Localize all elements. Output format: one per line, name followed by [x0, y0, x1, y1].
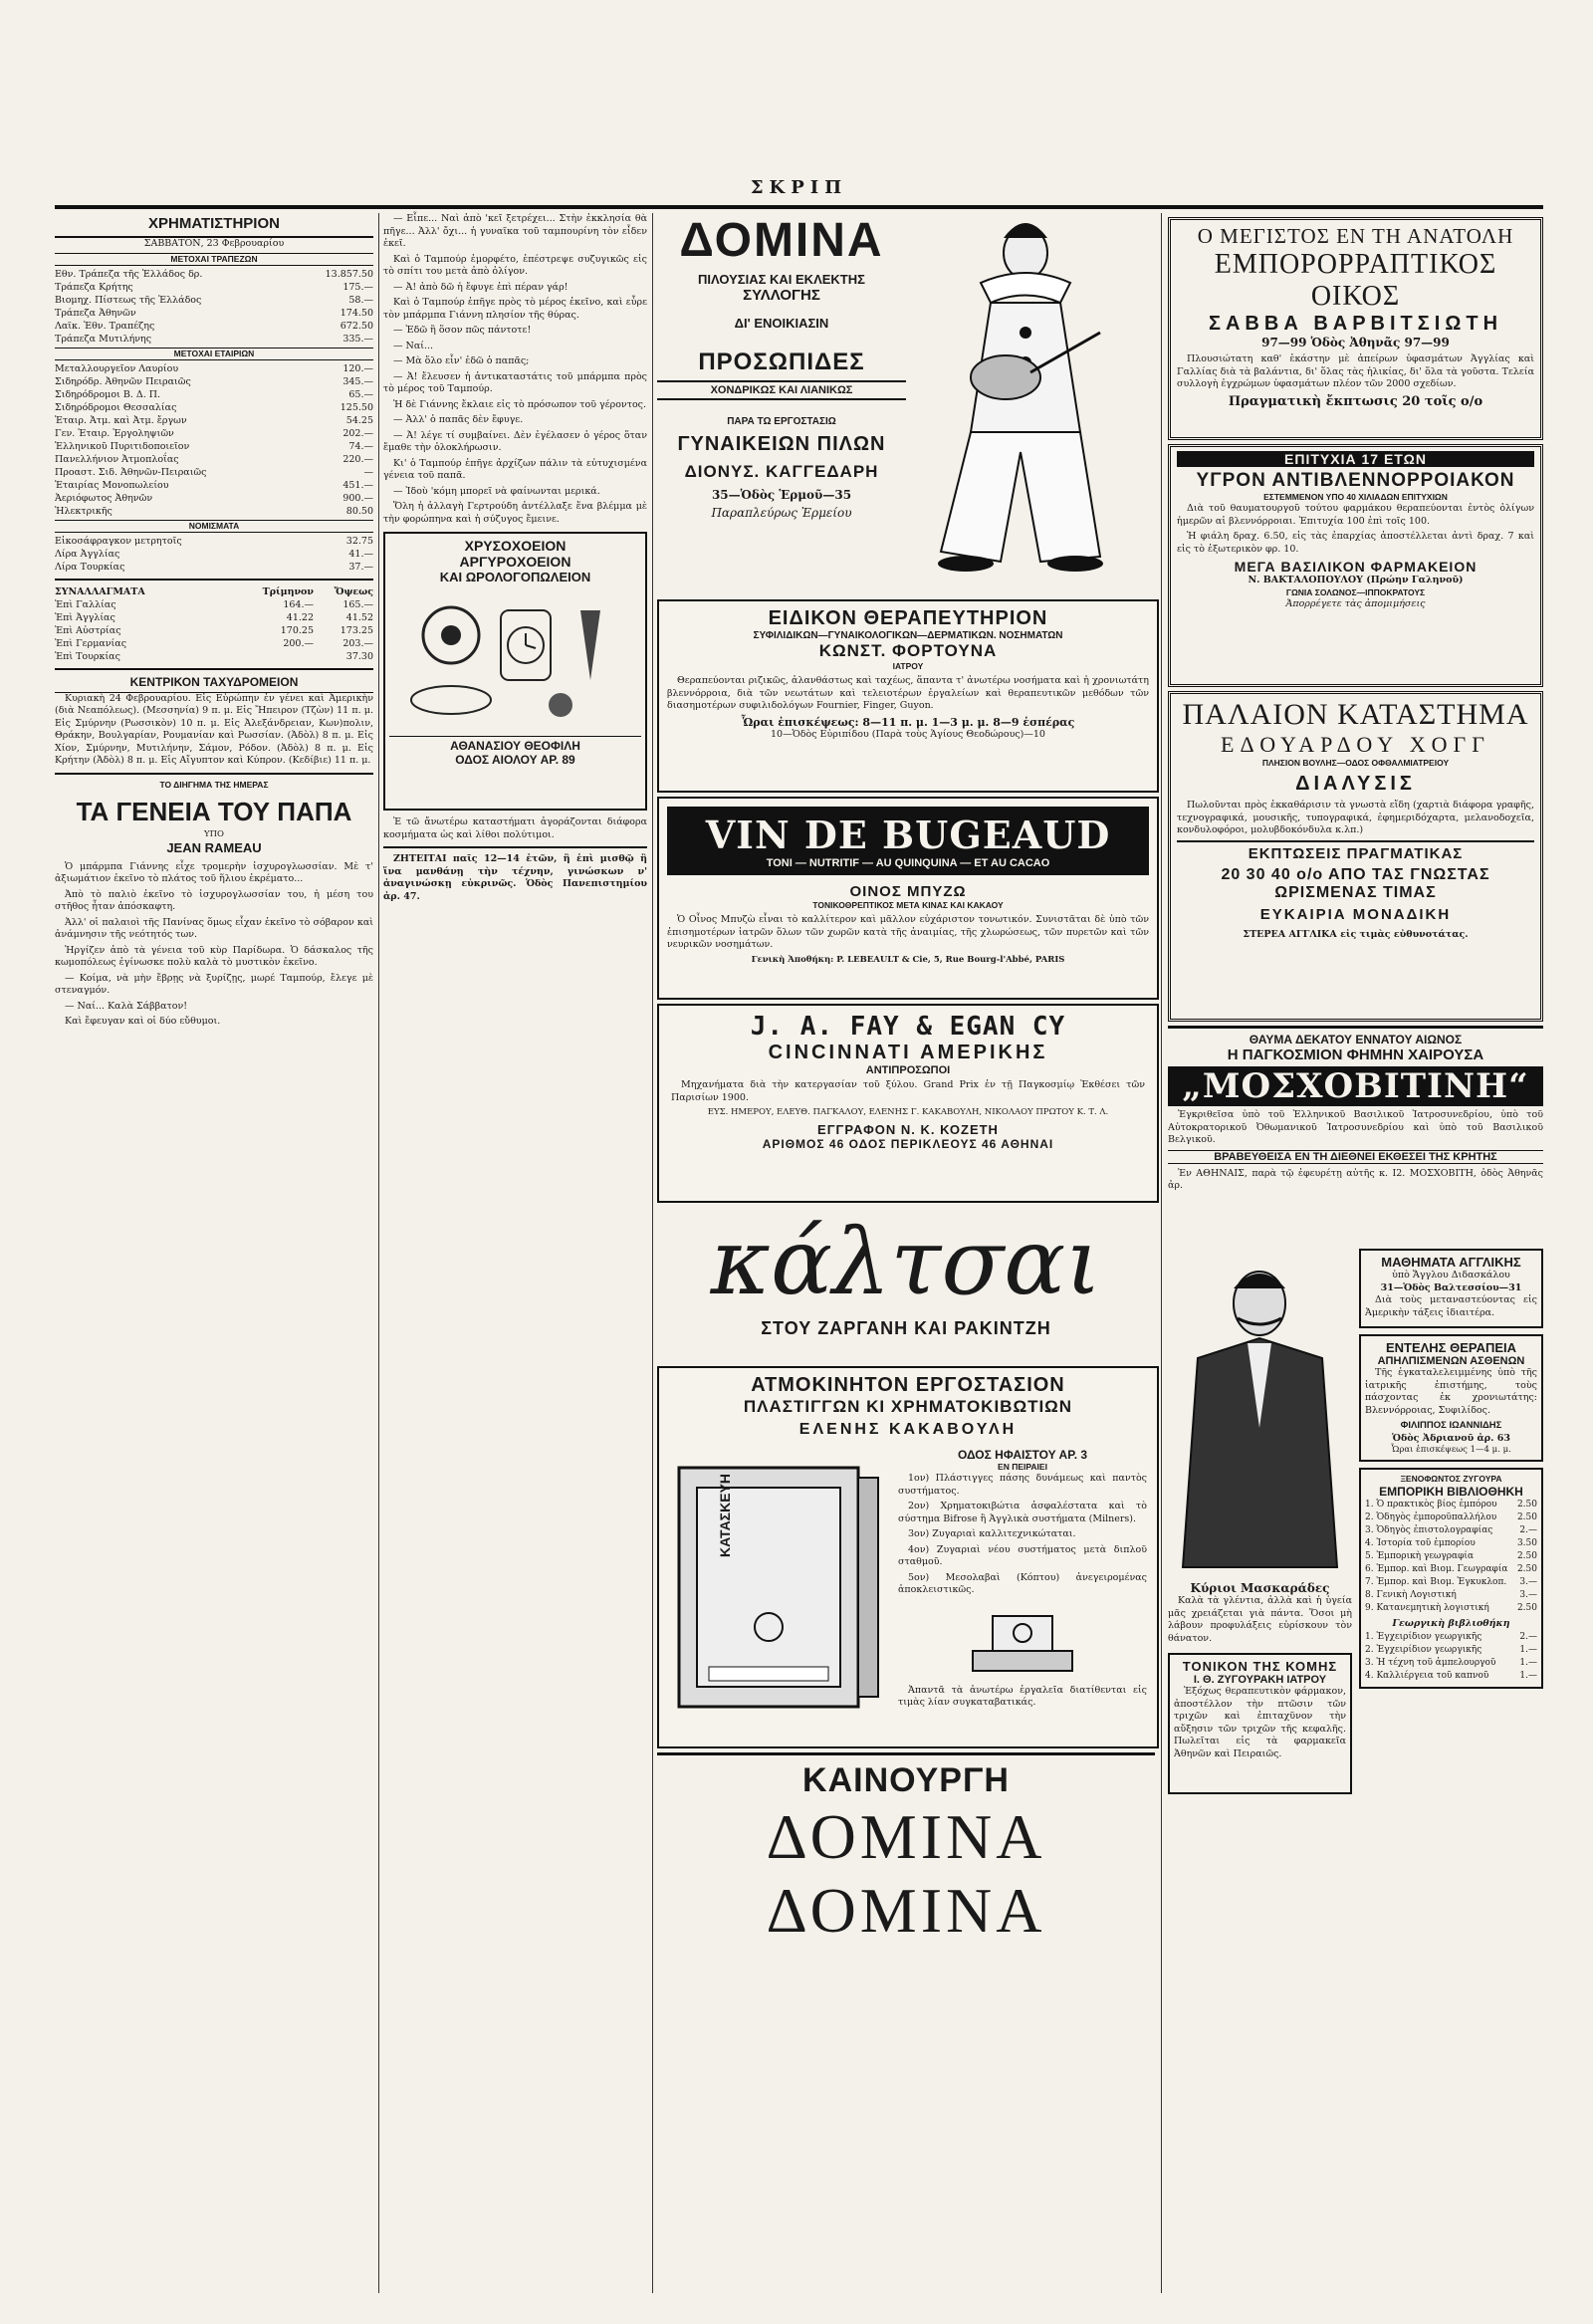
story-paragraph: Ἠργίζεν ἀπὸ τὰ γένεια τοῦ κὺρ Παρίδωρα. Ὁ δάσκαλος τῆς κωμοπόλεως ἐγίνωσκε πολὺ καλὰ τὸ μυστικὸν ἐκεῖνο.: [55, 944, 373, 968]
new-domina-title: ΔΟΜΙΝΑ ΔΟΜΙΝΑ: [766, 1801, 1046, 1946]
tonic-text: Ἐξόχως θεραπευτικὸν φάρμακον, ἀποστέλλον τὴν πτῶσιν τῶν τριχῶν καὶ ἐπιταχῦνον τὴν αὔξησιν τῶν τριχῶν τῆς κεφαλῆς. Πωλεῖται εἰς τὰ φαρμακεῖα Ἀθηνῶν καὶ Πειραιῶς.: [1174, 1686, 1346, 1759]
story-paragraph: — Ναί... Καλὰ Σάββατον!: [65, 1000, 188, 1012]
company-row: Σιδηρόδρομοι Θεσσαλίας 125.50: [55, 401, 373, 413]
clinic-doctor: ΚΩΝΣΤ. ΦΟΡΤΟΥΝΑ: [818, 641, 998, 660]
books-ad: [1359, 1468, 1543, 1689]
fay-title: J. A. FAY & EGAN CY: [750, 1012, 1066, 1042]
book-item: 2. Ἐγχειρίδιον γεωργικῆς 1.—: [1365, 1644, 1537, 1655]
book-item: 4. Καλλιέργεια τοῦ καπνοῦ 1.—: [1365, 1670, 1537, 1681]
jeweller-title-2: ΑΡΓΥΡΟΧΟΕΙΟΝ: [459, 554, 571, 570]
money-rows: [55, 535, 373, 574]
palaion-text: Πωλοῦνται πρὸς ἐκκαθάρισιν τὰ γνωστὰ εἴδη (χαρτιὰ διάφορα γραφῆς, τεχνογραφικά, μουσικῆς, τυπογραφικά, ἐφημεριδόχαρτα, μελανοδοχεῖα, κονδυλοφόροι, μολυβδοκόνδυλα κ.λπ.): [1177, 800, 1534, 835]
jewellery-illustration: [391, 590, 640, 730]
ring-stone-icon: [441, 625, 461, 645]
antiblen-sub-2: ΕΣΤΕΜΜΕΝΟΝ ΥΠΟ 40 ΧΙΛΙΑΔΩΝ ΕΠΙΤΥΧΙΩΝ: [1263, 492, 1448, 502]
book-item: 3. Ὁδηγὸς ἐπιστολογραφίας 2.—: [1365, 1525, 1537, 1535]
money-row: Λίρα Τουρκίας 37.—: [55, 561, 373, 573]
clinic-text: Θεραπεύονται ριζικῶς, ἀλανθάστως καὶ ταχέως, ἅπαντα τ' ἀνωτέρω νοσήματα καὶ ἡ χρονιωτάτη βλεννόρροια, διὰ τῶν νεωτάτων καὶ τελειοτέρων ἐργαλείων καὶ θεραπευτικῶν μεθόδων τῶν διασημοτέρων συφιλιδολόγων Fournier, Finger, Guyon.: [667, 675, 1149, 711]
domina-line-2: ΣΥΛΛΟΓΗΣ: [743, 287, 820, 304]
story-paragraph: — Ἀλλ' ὁ παπᾶς δὲν ἔφυγε.: [393, 414, 524, 425]
mandolin-icon: [971, 355, 1040, 399]
pierrot-illustration: [911, 213, 1150, 581]
domina-line-9: 35—Ὁδὸς Ἑρμοῦ—35: [711, 488, 852, 502]
bank-row: Τράπεζα Ἀθηνῶν 174.50: [55, 307, 373, 319]
company-header: ΜΕΤΟΧΑΙ ΕΤΑΙΡΙΩΝ: [55, 348, 373, 360]
column-2: [383, 213, 647, 2293]
socks-ad: [657, 1207, 1155, 1358]
clinic-address: 10—Ὁδὸς Εὐριπίδου (Παρὰ τοὺς Ἁγίους Θεοδώρους)—10: [771, 728, 1045, 740]
domina-line-1: ΠΙΛΟΥΣΙΑΣ ΚΑΙ ΕΚΛΕΚΤΗΣ: [698, 272, 865, 287]
domina-line-4: ΠΡΟΣΩΠΙΔΕΣ: [698, 349, 865, 375]
money-row: Εἰκοσάφραγκον μετρητοῖς 32.75: [55, 535, 373, 547]
wine-text: Ὁ Οἶνος Μπυζὼ εἶναι τὸ καλλίτερον καὶ μᾶλλον εὐχάριστον τονωτικόν. Συνιστᾶται δὲ ὑπὸ τῶν ἐπισημοτέρων ἰατρῶν ὅλων τῶν χωρῶν κατὰ τῆς ἀναιμίας, τῆς χλωρώσεως, τῶν πυρετῶν καὶ τῶν νευρικῶν νοσημάτων.: [667, 914, 1149, 950]
exchange-date: ΣΑΒΒΑΤΟΝ, 23 Φεβρουαρίου: [143, 238, 285, 249]
lessons-by: ὑπὸ Ἄγγλου Διδασκάλου: [1392, 1270, 1510, 1280]
factory-address: ΟΔΟΣ ΗΦΑΙΣΤΟΥ ΑΡ. 3: [957, 1448, 1088, 1462]
fay-sub: CINCINNATI ΑΜΕΡΙΚΗΣ: [768, 1042, 1048, 1063]
bank-rows: [55, 268, 373, 346]
story-by: ΥΠΟ: [204, 828, 224, 839]
story-paragraph: Ὁ μπάρμπα Γιάννης εἶχε τρομερὴν ἰσχυρογλωσσίαν. Μὲ τ' ἀξιωμάτιον ἐκεῖνο τὸ πλάτος τοῦ ἥλιου ἐκρέματο...: [55, 860, 373, 884]
domina-line-7: ΓΥΝΑΙΚΕΙΩΝ ΠΙΛΩΝ: [677, 433, 886, 455]
story-paragraph: — Κοίμα, νὰ μὴν ἔβρῃς νὰ ξυρίζῃς, μωρέ Ταμπούρ, ἔλεγε μὲ στεναγμόν.: [55, 972, 373, 996]
factory-items: [898, 1473, 1147, 1597]
book-item: 1. Ὁ πρακτικὸς βίος ἐμπόρου 2.50: [1365, 1500, 1537, 1510]
right-subcolumn: [1359, 1249, 1543, 2324]
moscow-award: ΒΡΑΒΕΥΘΕΙΣΑ ΕΝ ΤΗ ΔΙΕΘΝΕΙ ΕΚΘΕΣΕΙ ΤΗΣ ΚΡΗΤΗΣ: [1168, 1150, 1543, 1164]
antiblen-ad: [1168, 444, 1543, 687]
scale-icon: [963, 1601, 1082, 1681]
story-paragraph: — Ἀ! ἀπὸ δῶ ἡ ἔφυγε ἐπὶ πέραν γάρ!: [393, 281, 569, 293]
company-row: Ἠλεκτρικῆς 80.50: [55, 505, 373, 517]
book-item: 7. Ἐμπορ. καὶ Βιομ. Ἐγκυκλοπ. 3.—: [1365, 1577, 1537, 1587]
wine-agent: Γενικὴ Ἀποθήκη: P. LEBEAULT & Cie, 5, Rue Bourg-l'Abbé, PARIS: [751, 954, 1065, 965]
sabba-text: Πλουσιώτατη καθ' ἑκάστην μὲ ἀπείρων ὑφασμάτων Ἀγγλίας καὶ Γαλλίας διὰ τὰ βαλάντια, δι' ὅλας τὰς ἡλικίας, δι' ὅλα τὰ γοῦστα. Τελεία συλλογὴ ἐγχρώμων ὑφασμάτων πλέον τῶν 2000 σχεδίων.: [1177, 353, 1534, 389]
antiblen-sub: ΥΓΡΟΝ ΑΝΤΙΒΛΕΝΝΟΡΡΟΙΑΚΟΝ: [1196, 470, 1515, 491]
factory-item: 4ον) Ζυγαριαὶ νέου συστήματος μετὰ διπλοῦ σταθμοῦ.: [898, 1543, 1147, 1567]
story-kicker: ΤΟ ΔΙΗΓΗΜΑ ΤΗΣ ΗΜΕΡΑΣ: [159, 779, 269, 790]
story-author: JEAN RAMEAU: [166, 839, 262, 855]
book-item: 1. Ἐγχειρίδιον γεωργικῆς 2.—: [1365, 1631, 1537, 1642]
gentleman-ad: [1168, 1249, 1352, 1776]
fx-row: Ἐπὶ Γερμανίας 200.— 203.—: [55, 637, 373, 649]
story-paragraph: Ἀλλ' οἱ παλαιοὶ τῆς Πανίνας ὅμως εἶχαν ἐκεῖνο τὸ σόβαρον καὶ ἀνάμνησιν τῆς νεότητός των.: [55, 916, 373, 940]
sabba-name: ΣΑΒΒΑ ΒΑΡΒΙΤΣΙΩΤΗ: [1208, 313, 1503, 335]
lessons-ad: [1359, 1249, 1543, 1328]
post-text: Κυριακὴ 24 Φεβρουαρίου. Εἰς Εὐρώπην ἐν γένει καὶ Ἀμερικὴν (διὰ Νεαπόλεως). (Μεσσηνία) 9 π. μ. Εἰς Ἤπειρον (Τζὼν) 11 π. μ. Εἰς Σμύρνην (Ρωσσικὸν) 10 π. μ. Εἰς Ἀλεξάνδρειαν, Κων)πολιν, Θράκην, Βουλγαρίαν, Ρουμανίαν καὶ Ρωσσίαν. (Ἀδὸλ) 8 π. μ. Εἰς Χίον, Σμύρνην, Μυτιλήνην, Σάμον, Ρόδον. (Ἀδὸλ) 8 π. μ. Εἰς Κρήτην (Ἀδὸλ) 8 π. μ. Εἰς Αἴγυπτον καὶ Κύπρον. (Κεδίβιε) 11 π. μ.: [55, 692, 373, 766]
story-title: ΤΑ ΓΕΝΕΙΑ ΤΟΥ ΠΑΠΑ: [76, 796, 352, 826]
antiblen-owner: Ν. ΒΑΚΤΑΛΟΠΟΥΛΟΥ (Πρώην Γαληνοῦ): [1248, 575, 1464, 585]
book-item: 6. Ἐμπορ. καὶ Βιομ. Γεωγραφία 2.50: [1365, 1564, 1537, 1574]
fay-names: ΕΥΣ. ΗΜΕΡΟΥ, ΕΛΕΥΘ. ΠΑΓΚΑΛΟΥ, ΕΛΕΝΗΣ Γ. ΚΑΚΑΒΟΥΛΗ, ΝΙΚΟΛΑΟΥ ΠΡΩΤΟΥ Κ. Τ. Λ.: [707, 1107, 1109, 1117]
fx-rows: [55, 598, 373, 663]
story-paragraph: Ἀπὸ τὸ παλιὸ ἐκεῖνο τὸ ἰσχυρογλωσσίαν του, ἡ μέση του στῆθος ἦταν ἀπόσκαφτη.: [55, 888, 373, 912]
domina-line-5: ΧΟΝΔΡΙΚΩΣ ΚΑΙ ΛΙΑΝΙΚΩΣ: [657, 380, 906, 400]
company-row: Μεταλλουργεῖον Λαυρίου 120.—: [55, 362, 373, 374]
fx-row: Ἐπὶ Τουρκίας 37.30: [55, 650, 373, 662]
tonic-title: ΤΟΝΙΚΟΝ ΤΗΣ ΚΟΜΗΣ: [1182, 1659, 1338, 1674]
story-continuation: [383, 213, 647, 526]
story-paragraph: — Ἀ! ἔλευσεν ἡ ἀντικαταστάτις τοῦ μπάρμπα πρὸς τὸ μέρος τοῦ Ταμπούρ.: [383, 370, 647, 394]
bank-row: Λαϊκ. Ἐθν. Τραπέζης 672.50: [55, 320, 373, 332]
factory-item: 2ον) Χρηματοκιβώτια ἀσφαλέστατα καὶ τὸ σύστημα Bifrose ἢ Ἀγγλικὰ συστήματα (Milners).: [898, 1501, 1147, 1524]
company-row: Προαστ. Σιδ. Ἀθηνῶν-Πειραιῶς —: [55, 466, 373, 478]
sabba-note: Πραγματικὴ ἔκπτωσις 20 τοῖς ο/ο: [1228, 393, 1483, 409]
factory-ad: [657, 1366, 1159, 1748]
moscow-sub: Η ΠΑΓΚΟΣΜΙΟΝ ΦΗΜΗΝ ΧΑΙΡΟΥΣΑ: [1227, 1046, 1484, 1063]
story-paragraph: — Ναί...: [393, 340, 434, 351]
company-row: Ἑταιρίας Μονοπωλείου 451.—: [55, 479, 373, 491]
antiblen-pharmacy: ΜΕΓΑ ΒΑΣΙΛΙΚΟΝ ΦΑΡΜΑΚΕΙΟΝ: [1234, 559, 1478, 575]
palaion-footer: ΣΤΕΡΕΑ ΑΓΓΛΙΚΑ εἰς τιμὰς εὐθυνοτάτας.: [1243, 928, 1469, 940]
factory-city: ΕΝ ΠΕΙΡΑΙΕΙ: [998, 1462, 1047, 1472]
story-paragraph: — Ἀ! λέγε τί συμβαίνει. Δὲν ἐγέλασεν ὁ γέρος ὅταν ἔμαθε τὴν ὁλοκλήρωσιν.: [383, 429, 647, 453]
sabba-title-1: Ο ΜΕΓΙΣΤΟΣ ΕΝ ΤΗ ΑΝΑΤΟΛΗ: [1197, 224, 1514, 248]
book-item: 9. Κατανεμητικὴ λογιστική 2.50: [1365, 1603, 1537, 1613]
books-list: [1365, 1499, 1537, 1615]
books-title: ΕΜΠΟΡΙΚΗ ΒΙΒΛΙΟΘΗΚΗ: [1379, 1485, 1523, 1499]
antiblen-price: Ἡ φιάλη δραχ. 6.50, εἰς τὰς ἐπαρχίας ἀποστέλλεται ἀντὶ δραχ. 7 καὶ εἰς τὸ ἐξωτερικὸν φρ. 10.: [1177, 531, 1534, 555]
cross-icon: [580, 610, 600, 680]
sabba-title-2: ΕΜΠΟΡΟΡΡΑΠΤΙΚΟΣ ΟΙΚΟΣ: [1214, 249, 1497, 312]
therapy-doctor: ΦΙΛΙΠΠΟΣ ΙΩΑΝΝΙΔΗΣ: [1400, 1420, 1502, 1431]
company-row: Ἑλληνικοῦ Πυριτιδοποιεῖον 74.—: [55, 440, 373, 452]
clinic-title: ΕΙΔΙΚΟΝ ΘΕΡΑΠΕΥΤΗΡΙΟΝ: [768, 607, 1048, 629]
palaion-unique: ΕΥΚΑΙΡΙΑ ΜΟΝΑΔΙΚΗ: [1259, 905, 1452, 923]
socks-line: ΣΤΟΥ ΖΑΡΓΑΝΗ ΚΑΙ ΡΑΚΙΝΤΖΗ: [761, 1318, 1051, 1338]
factory-subtitle: ΠΛΑΣΤΙΓΓΩΝ ΚΙ ΧΡΗΜΑΤΟΚΙΒΩΤΙΩΝ: [743, 1397, 1073, 1416]
story-paragraph: — Ἐδῶ ἢ ὅσον πῶς πάντοτε!: [393, 325, 532, 336]
bank-row: Βιομηχ. Πίστεως τῆς Ἑλλάδος 58.—: [55, 294, 373, 306]
therapy-title: ΕΝΤΕΛΗΣ ΘΕΡΑΠΕΙΑ: [1385, 1340, 1517, 1355]
therapy-sub: ΑΠΗΛΠΙΣΜΕΝΩΝ ΑΣΘΕΝΩΝ: [1377, 1355, 1525, 1367]
lessons-text: Διὰ τοὺς μεταναστεύοντας εἰς Ἀμερικὴν τάξεις ἰδιαιτέρα.: [1365, 1294, 1537, 1318]
fx-row: Ἐπὶ Ἀγγλίας 41.22 41.52: [55, 611, 373, 623]
clinic-subtitle: ΣΥΦΙΛΙΔΙΚΩΝ—ΓΥΝΑΙΚΟΛΟΓΙΚΩΝ—ΔΕΡΜΑΤΙΚΩΝ. ΝΟΣΗΜΑΤΩΝ: [753, 630, 1063, 641]
antiblen-title: ΕΠΙΤΥΧΙΑ 17 ΕΤΩΝ: [1177, 451, 1534, 467]
jeweller-title-3: ΚΑΙ ΩΡΟΛΟΓΟΠΩΛΕΙΟΝ: [439, 570, 591, 584]
domina-line-10: Παραπλεύρως Ἐρμείου: [711, 506, 852, 520]
palaion-ad: [1168, 691, 1543, 1022]
gentleman-illustration: [1168, 1249, 1352, 1577]
factory-item: 3ον) Ζυγαριαὶ καλλιτεχνικώταται.: [908, 1528, 1076, 1539]
bank-header: ΜΕΤΟΧΑΙ ΤΡΑΠΕΖΩΝ: [55, 253, 373, 266]
antiblen-warn: Ἀπορρέγετε τὰς ἀπομιμήσεις: [1285, 597, 1426, 609]
palaion-pct: 20 30 40 ο/ο ΑΠΟ ΤΑΣ ΓΝΩΣΤΑΣ ΩΡΙΣΜΕΝΑΣ ΤΙΜΑΣ: [1221, 865, 1490, 901]
right-column: [1168, 213, 1543, 2293]
clinic-ad: [657, 599, 1159, 793]
story-paragraph: — Εἶπε... Ναὶ ἀπὸ 'κεῖ ξετρέχει... Στὴν ἐκκλησία θὰ πῆγε... Ἀλλ' ὄχι... ἡ γυναῖκα τοῦ ταμπουρίνη τὸν εἶδεν ἐκεῖ.: [383, 213, 647, 249]
story-body: [55, 861, 373, 1029]
factory-footer: Ἀπαντᾶ τὰ ἀνωτέρω ἐργαλεῖα διατίθενται εἰς τιμὰς λίαν συγκαταβατικάς.: [898, 1684, 1147, 1708]
column-1: [55, 213, 373, 2293]
clinic-role: ΙΑΤΡΟΥ: [892, 661, 924, 671]
column-rule: [1161, 213, 1162, 2293]
lessons-addr: 31—Ὁδὸς Βαλτεσσίου—31: [1380, 1281, 1522, 1293]
palaion-discounts: ΕΚΠΤΩΣΕΙΣ ΠΡΑΓΜΑΤΙΚΑΣ: [1177, 840, 1534, 862]
story-paragraph: Ὅλη ἡ ἀλλαγὴ Γερτρούδη ἀντέλλαξε ἕνα βλέμμα μὲ τὴν φορώπηνα καὶ ἡ σύζυγος ἔμεινε.: [383, 501, 647, 525]
domina-line-3: ΔΙ' ΕΝΟΙΚΙΑΣΙΝ: [734, 316, 829, 331]
factory-owner: ΕΛΕΝΗΣ ΚΑΚΑΒΟΥΛΗ: [798, 1421, 1018, 1438]
book-item: 4. Ἱστορία τοῦ ἐμπορίου 3.50: [1365, 1538, 1537, 1548]
money-row: Λίρα Ἀγγλίας 41.—: [55, 548, 373, 560]
therapy-hours: Ὧραι ἐπισκέψεως 1—4 μ. μ.: [1391, 1445, 1511, 1455]
fay-line: ΑΝΤΙΠΡΟΣΩΠΟΙ: [865, 1064, 951, 1076]
moscow-brand: „ΜΟΣΧΟΒΙΤΙΝΗ“: [1168, 1066, 1543, 1106]
factory-title: ΑΤΜΟΚΙΝΗΤΟΝ ΕΡΓΟΣΤΑΣΙΟΝ: [751, 1374, 1065, 1396]
masthead: [55, 177, 1543, 209]
tonic-owner: Ι. Θ. ΖΥΓΟΥΡΑΚΗ ΙΑΤΡΟΥ: [1193, 1674, 1327, 1686]
company-row: Σιδηρόδρ. Ἀθηνῶν Πειραιῶς 345.—: [55, 375, 373, 387]
factory-item: 1ον) Πλάστιγγες πάσης δυνάμεως καὶ παντὸς συστήματος.: [898, 1473, 1147, 1497]
therapy-addr: Ὁδὸς Ἀδριανοῦ ἀρ. 63: [1392, 1432, 1510, 1444]
lessons-title: ΜΑΘΗΜΑΤΑ ΑΓΓΛΙΚΗΣ: [1381, 1255, 1521, 1270]
fay-office: ΕΓΓΡΑΦΟΝ Ν. Κ. ΚΟΖΕΤΗ: [817, 1122, 999, 1137]
gentleman-text: Καλὰ τὰ γλέντια, ἀλλὰ καὶ ἡ ὑγεία μᾶς χρειάζεται γιὰ πάντα. Ὅσοι μὴ λάβουν προφυλάξεις εὑρίσκουν τὸν θάνατον.: [1168, 1595, 1352, 1644]
books-kicker: ΞΕΝΟΦΩΝΤΟΣ ΖΥΓΟΥΡΑ: [1400, 1474, 1502, 1484]
company-row: Πανελλήνιον Ἀτμοπλοΐας 220.—: [55, 453, 373, 465]
moscow-where: Ἐν ΑΘΗΝΑΙΣ, παρὰ τῷ ἐφευρέτῃ αὐτῆς κ. Ι2. ΜΟΣΧΟΒΙΤΗ, ὁδὸς Ἀθηνᾶς ἀρ.: [1168, 1167, 1543, 1191]
moscow-text: Ἐγκριθεῖσα ὑπὸ τοῦ Ἑλληνικοῦ Βασιλικοῦ Ἰατροσυνεδρίου, ὑπὸ τοῦ Αὐτοκρατορικοῦ Ὀθωμανικοῦ Ἰατροσυνεδρίου καὶ ὑπὸ τοῦ Βασιλικοῦ Βελγικοῦ.: [1168, 1109, 1543, 1145]
jeweller-address: ΟΔΟΣ ΑΙΟΛΟΥ ΑΡ. 89: [455, 753, 575, 767]
moscow-ad: [1168, 1026, 1543, 1262]
wine-sub: TONI — NUTRITIF — AU QUINQUINA — ET AU CACAO: [766, 857, 1050, 869]
fx-row: Ἐπὶ Αὐστρίας 170.25 173.25: [55, 624, 373, 636]
therapy-text: Τῆς ἐγκαταλελειμμένης ὑπὸ τῆς ἰατρικῆς ἐπιστήμης, τοὺς πάσχοντας ἐκ χρονιωτάτης: Βλεννόρροιας, Συφιλίδος.: [1365, 1367, 1537, 1416]
company-row: Σιδηρόδρομοι Β. Δ. Π. 65.—: [55, 388, 373, 400]
domina-line-8: ΔΙΟΝΥΣ. ΚΑΓΓΕΔΑΡΗ: [684, 462, 879, 481]
company-rows: [55, 362, 373, 518]
column-rule: [378, 213, 379, 2293]
column-rule: [652, 213, 653, 2293]
wine-ad: [657, 797, 1159, 1000]
antiblen-text: Διὰ τοῦ θαυματουργοῦ τούτου φαρμάκου θεραπεύονται ἐντὸς ὀλίγων ἡμερῶν αἱ βλεννόρροιαι. Ἐπιτυχία 100 ἐπὶ τοῖς 100.: [1177, 503, 1534, 527]
jeweller-ad: [383, 532, 647, 811]
brooch-icon: [549, 693, 572, 717]
palaion-sale: ΔΙΑΛΥΣΙΣ: [1295, 773, 1416, 795]
masthead-title: ΣΚΡΙΠ: [750, 177, 848, 198]
story-paragraph: Ἡ δὲ Γιάννης ἔκλαιε εἰς τὸ πρόσωπον τοῦ γέροντος.: [393, 398, 647, 410]
moscow-kicker: ΘΑΥΜΑ ΔΕΚΑΤΟΥ ΕΝΝΑΤΟΥ ΑΙΩΝΟΣ: [1249, 1033, 1463, 1046]
domina-title: ΔΟΜΙΝΑ: [679, 214, 884, 267]
book-item: 2. Ὁδηγὸς ἐμποροϋπαλλήλου 2.50: [1365, 1512, 1537, 1522]
company-row: Γεν. Ἑταιρ. Ἐργοληψιῶν 202.—: [55, 427, 373, 439]
company-row: Ἑταιρ. Ἀτμ. καὶ Ἀτμ. ἔργων 54.25: [55, 414, 373, 426]
bank-row: Εθν. Τράπεζα τῆς Ἑλλάδος δρ. 13.857.50: [55, 268, 373, 280]
socks-word: κάλτσαι: [710, 1209, 1102, 1315]
bank-row: Τράπεζα Μυτιλήνης 335.—: [55, 333, 373, 345]
middle-ads: [657, 213, 1155, 2293]
story-paragraph: Κι' ὁ Ταμπούρ ἐπῆγε ἀρχίζων πάλιν τὰ εὐτυχισμένα γένεια τοῦ παπᾶ.: [383, 457, 647, 481]
post-title: ΚΕΝΤΡΙΚΟΝ ΤΑΧΥΔΡΟΜΕΙΟΝ: [55, 675, 373, 693]
domina-line-6: ΠΑΡΑ ΤΩ ΕΡΓΟΣΤΑΣΙΩ: [727, 416, 836, 427]
books-list-2: [1365, 1631, 1537, 1683]
safe-label: ΚΑΤΑΣΚΕΥΗ: [717, 1474, 733, 1557]
palaion-title: ΠΑΛΑΙΟΝ ΚΑΤΑΣΤΗΜΑ: [1182, 698, 1529, 731]
fay-ad: [657, 1004, 1159, 1203]
sabba-ad: [1168, 217, 1543, 440]
fx-header: ΣΥΝΑΛΛΑΓΜΑΤΑ Τρίμηνον Ὄψεως: [55, 585, 373, 597]
book-item: 3. Ἡ τέχνη τοῦ ἀμπελουργοῦ 1.—: [1365, 1657, 1537, 1668]
book-item: 8. Γενικὴ Λογιστική 3.—: [1365, 1590, 1537, 1600]
bracelet-icon: [411, 686, 491, 714]
factory-item: 5ον) Μεσολαβαὶ (Κόπτου) ἀνεγειρομένας ἀποκλειστικῶς.: [898, 1571, 1147, 1595]
therapy-ad: [1359, 1334, 1543, 1462]
fx-row: Ἐπὶ Γαλλίας 164.— 165.—: [55, 598, 373, 610]
gentleman-caption: Κύριοι Μασκαράδες: [1190, 1581, 1330, 1595]
palaion-addr: ΠΛΗΣΙΟΝ ΒΟΥΛΗΣ—ΟΔΟΣ ΟΦΘΑΛΜΙΑΤΡΕΙΟΥ: [1261, 758, 1450, 768]
tonic-ad: [1168, 1653, 1352, 1794]
money-header: ΝΟΜΙΣΜΑΤΑ: [55, 520, 373, 533]
jeweller-note: Ἐ τῶ ἄνωτέρω καταστήματι ἀγοράζονται διάφορα κοσμήματα ὡς καὶ λίθοι πολύτιμοι.: [383, 816, 647, 840]
bank-row: Τράπεζα Κρήτης 175.—: [55, 281, 373, 293]
safe-illustration: [669, 1458, 888, 1727]
book-item: 5. Ἐμπορικὴ γεωγραφία 2.50: [1365, 1551, 1537, 1561]
story-paragraph: — Μὰ ὅλο εἶν' ἐδῶ ὁ παπᾶς;: [393, 355, 530, 366]
wine-greek: ΟΙΝΟΣ ΜΠΥΖΩ: [849, 883, 967, 900]
story-paragraph: Καὶ ὁ Ταμπούρ ἐμορφέτο, ἐπέστρεψε συζυγικῶς εἰς τὸ σπίτι του μετὰ ἀπὸ ὀλίγον.: [383, 253, 647, 277]
sabba-address: 97—99 Ὁδὸς Ἀθηνᾶς 97—99: [1261, 336, 1450, 349]
new-domina-ad: [657, 1752, 1155, 1946]
story-paragraph: — Ἰδοὺ 'κόμη μπορεῖ νὰ φαίνωνται μερικά.: [393, 485, 600, 497]
new-domina-kicker: ΚΑΙΝΟΥΡΓΗ: [657, 1752, 1155, 1800]
story-paragraph: Καὶ ὁ Ταμπούρ ἐπῆγε πρὸς τὸ μέρος ἐκεῖνο, καὶ εὗρε τὸν μπάρμπα Γιάννη πλησίον τῆς θύρας.: [383, 297, 647, 321]
palaion-name: ΕΔΟΥΑΡΔΟΥ ΧΟΓΓ: [1221, 732, 1490, 757]
exchange-title: ΧΡΗΜΑΤΙΣΤΗΡΙΟΝ: [55, 213, 373, 238]
clinic-hours: Ὧραι ἐπισκέψεως: 8—11 π. μ. 1—3 μ. μ. 8—9 ἑσπέρας: [741, 715, 1075, 729]
company-row: Ἀεριόφωτος Ἀθηνῶν 900.—: [55, 492, 373, 504]
domina-ad: [657, 213, 1155, 591]
story-paragraph: Καὶ ἔφευγαν καὶ οἱ δύο εὔθυμοι.: [65, 1016, 221, 1027]
jeweller-owner: ΑΘΑΝΑΣΙΟΥ ΘΕΟΦΙΛΗ: [389, 736, 641, 753]
books-sub: Γεωργικὴ βιβλιοθήκη: [1392, 1618, 1510, 1629]
wine-brand: VIN DE BUGEAUD: [705, 813, 1111, 857]
jeweller-title-1: ΧΡΥΣΟΧΟΕΙΟΝ: [464, 538, 567, 554]
newspaper-page: [55, 177, 1543, 2293]
antiblen-corner: ΓΩΝΙΑ ΣΟΛΩΝΟΣ—ΙΠΠΟΚΡΑΤΟΥΣ: [1285, 586, 1426, 597]
fay-text: Μηχανήματα διὰ τὴν κατεργασίαν τοῦ ξύλου. Grand Prix ἐν τῇ Παγκοσμίῳ Ἐκθέσει τῶν Παρισίων 1900.: [671, 1079, 1145, 1103]
wanted-ad: ΖΗΤΕΙΤΑΙ παῖς 12—14 ἐτῶν, ἢ ἐπὶ μισθῷ ἢ ἵνα μανθάνῃ τὴν τέχνην, γινώσκων ν' ἀναγινώσκῃ εὐκρινῶς. Ὁδὸς Πανεπιστημίου ἀρ. 47.: [383, 853, 647, 902]
fay-address: ΑΡΙΘΜΟΣ 46 ΟΔΟΣ ΠΕΡΙΚΛΕΟΥΣ 46 ΑΘΗΝΑΙ: [762, 1137, 1054, 1151]
wine-greek-sub: ΤΟΝΙΚΟΘΡΕΠΤΙΚΟΣ ΜΕΤΑ ΚΙΝΑΣ ΚΑΙ ΚΑΚΑΟΥ: [812, 900, 1004, 910]
